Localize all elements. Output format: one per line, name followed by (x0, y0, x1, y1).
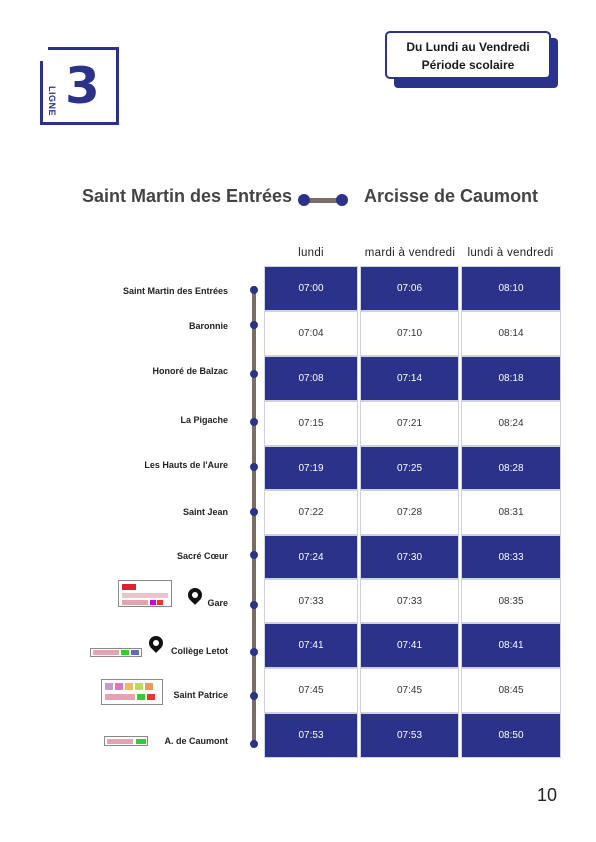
line-chip (135, 683, 143, 690)
departure-time: 08:41 (461, 623, 561, 668)
stop-name: La Pigache (180, 415, 228, 425)
line-number: 3 (65, 57, 100, 115)
departure-time: 07:30 (360, 535, 459, 579)
departure-time: 07:25 (360, 446, 459, 490)
departure-time: 08:24 (461, 401, 561, 446)
departure-time: 07:53 (360, 713, 459, 758)
stop-name: Saint Martin des Entrées (122, 286, 228, 296)
departure-time: 07:41 (360, 623, 459, 668)
stop-name: Honoré de Balzac (152, 366, 228, 376)
bus-network-strip (93, 650, 119, 655)
stop-dot (250, 321, 258, 329)
stop-name: Saint Patrice (173, 690, 228, 700)
departure-time: 07:06 (360, 266, 459, 311)
departure-time: 07:10 (360, 311, 459, 356)
route-origin: Saint Martin des Entrées (81, 186, 292, 206)
route-origin-dot (298, 194, 310, 206)
departure-time: 08:18 (461, 356, 561, 401)
period-box (385, 31, 551, 79)
column-header: mardi à vendredi (364, 247, 456, 259)
line-chip (121, 650, 129, 655)
departure-time: 07:24 (264, 535, 358, 579)
graduation-cap-pin-icon (148, 636, 164, 656)
train-station-pin-icon (187, 588, 203, 608)
line-chip (145, 683, 153, 690)
line-chip (131, 650, 139, 655)
network-logo (118, 580, 172, 607)
rail-logo (122, 584, 136, 590)
stop-name: A. de Caumont (164, 736, 228, 746)
stop-name: Baronnie (188, 321, 228, 331)
stop-name: Saint Jean (182, 507, 228, 517)
column-header: lundi (298, 247, 324, 259)
column-header: lundi à vendredi (467, 247, 554, 259)
bus-network-strip (122, 593, 168, 598)
stop-name: Collège Letot (170, 646, 228, 656)
stop-dot (250, 508, 258, 516)
network-logo (104, 736, 148, 746)
bus-network-strip (105, 694, 135, 700)
network-logo (101, 679, 163, 705)
departure-time: 07:28 (360, 490, 459, 535)
departure-time: 08:50 (461, 713, 561, 758)
departure-time: 08:33 (461, 535, 561, 579)
stop-dot (250, 601, 258, 609)
page-number: 10 (537, 785, 558, 805)
stop-name: Les Hauts de l'Aure (144, 460, 228, 470)
departure-time: 07:45 (360, 668, 459, 713)
network-logo (90, 648, 142, 657)
line-chip (157, 600, 163, 605)
stop-dot (250, 551, 258, 559)
line-chip (150, 600, 156, 605)
departure-time: 07:21 (360, 401, 459, 446)
departure-time: 08:14 (461, 311, 561, 356)
bus-network-strip (107, 739, 133, 744)
line-chip (136, 739, 146, 744)
stop-dot (250, 740, 258, 748)
line-chip (137, 694, 145, 700)
stop-dot (250, 370, 258, 378)
departure-time: 07:14 (360, 356, 459, 401)
stop-name: Gare (207, 598, 228, 608)
line-label: LIGNE (47, 86, 57, 117)
departure-time: 08:10 (461, 266, 561, 311)
line-chip (115, 683, 123, 690)
departure-time: 08:45 (461, 668, 561, 713)
bus-network-strip (122, 600, 148, 605)
period-days: Du Lundi au Vendredi (406, 40, 530, 54)
route-destination-dot (336, 194, 348, 206)
period-season: Période scolaire (421, 58, 515, 72)
stop-name: Sacré Cœur (176, 551, 228, 561)
line-chip (147, 694, 155, 700)
departure-time: 08:31 (461, 490, 561, 535)
departure-time: 07:19 (264, 446, 358, 490)
route-destination: Arcisse de Caumont (364, 186, 539, 206)
departure-time: 08:28 (461, 446, 561, 490)
departure-time: 07:45 (264, 668, 358, 713)
departure-time: 07:53 (264, 713, 358, 758)
departure-time: 07:22 (264, 490, 358, 535)
departure-time: 07:33 (360, 579, 459, 623)
departure-time: 07:33 (264, 579, 358, 623)
departure-time: 08:35 (461, 579, 561, 623)
stop-dot (250, 286, 258, 294)
stop-dot (250, 418, 258, 426)
stop-dot (250, 463, 258, 471)
stop-dot (250, 648, 258, 656)
departure-time: 07:08 (264, 356, 358, 401)
departure-time: 07:41 (264, 623, 358, 668)
departure-time: 07:15 (264, 401, 358, 446)
line-chip (105, 683, 113, 690)
departure-time: 07:04 (264, 311, 358, 356)
departure-time: 07:00 (264, 266, 358, 311)
line-badge (40, 47, 119, 125)
line-chip (125, 683, 133, 690)
stop-dot (250, 692, 258, 700)
